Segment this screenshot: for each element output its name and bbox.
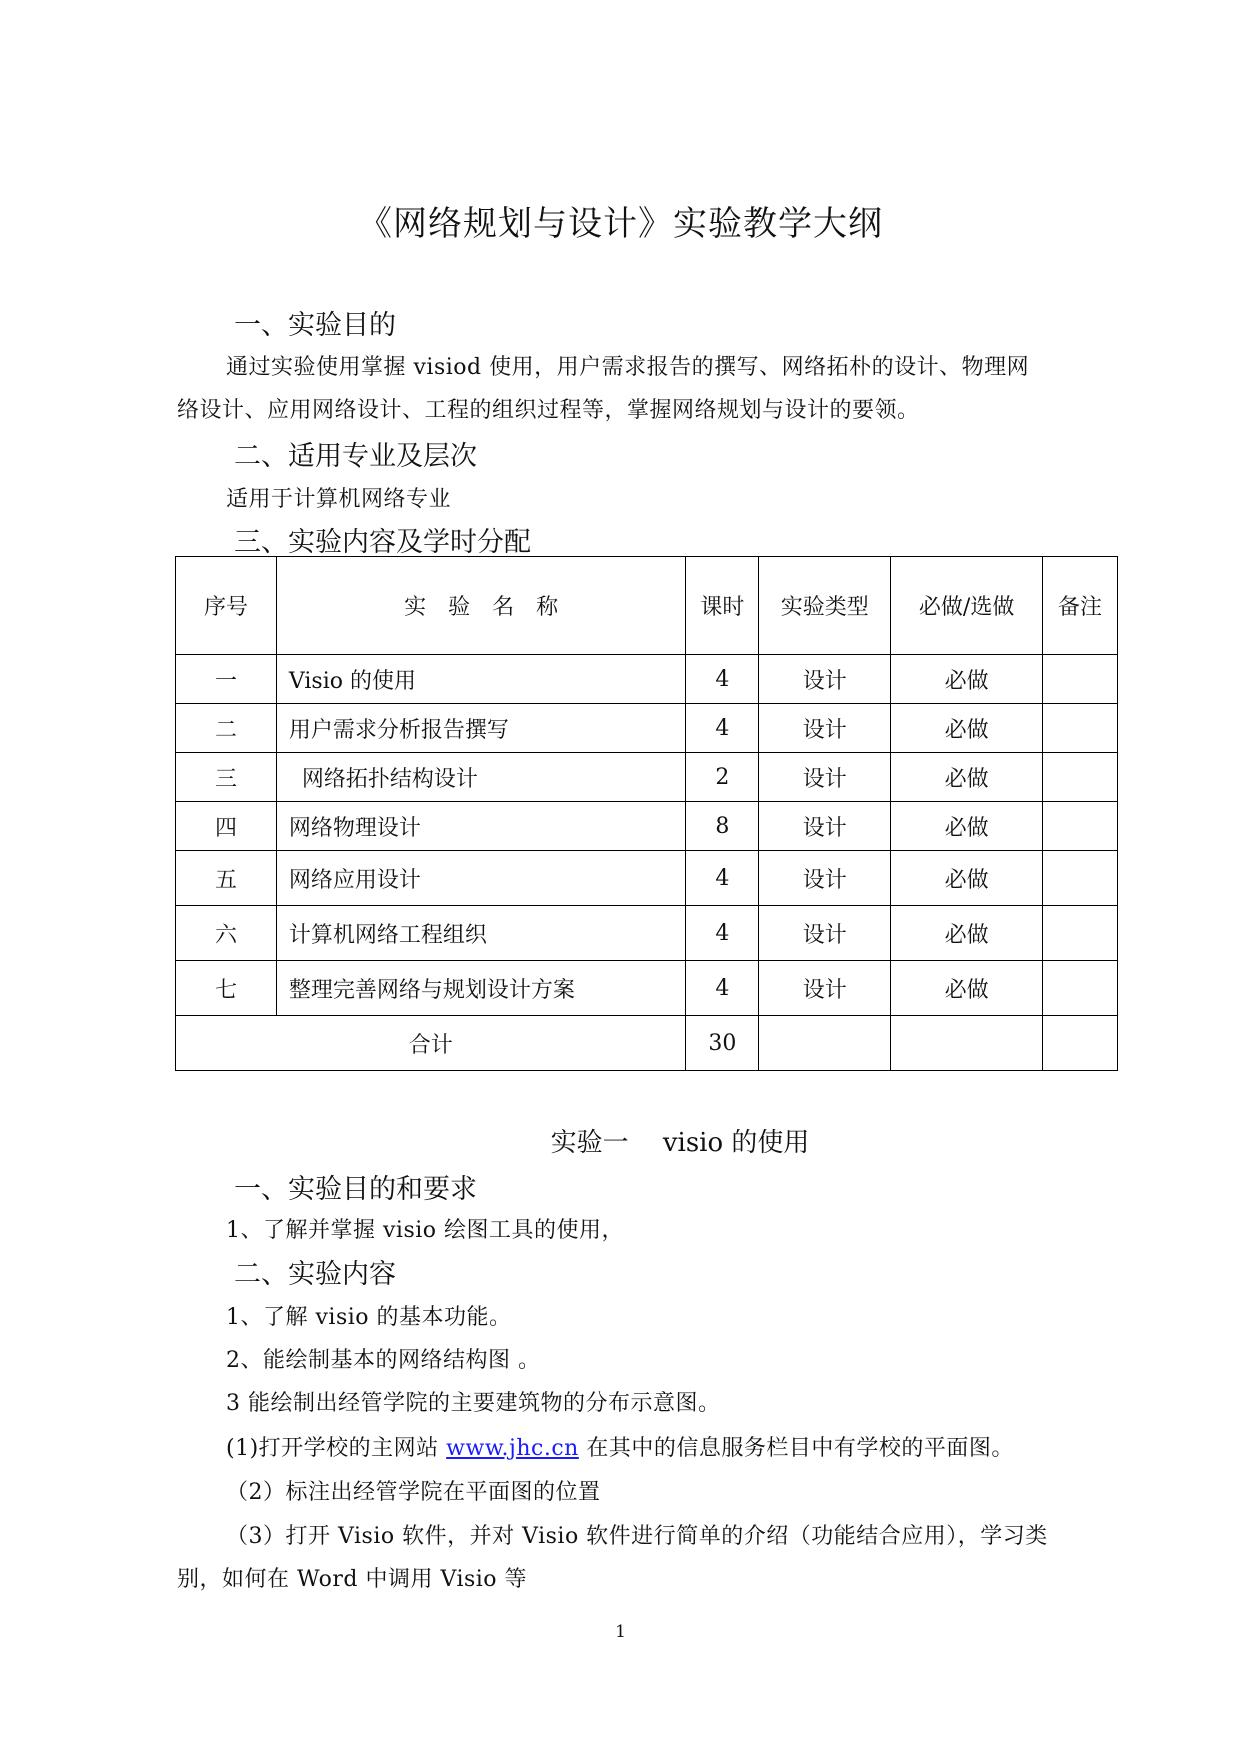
row-required: 必做	[891, 704, 1043, 753]
row-note	[1043, 851, 1118, 906]
row-hours: 4	[686, 655, 759, 704]
table-row	[176, 906, 1118, 961]
row-required: 必做	[891, 802, 1043, 851]
row-no: 二	[176, 704, 277, 753]
row-name: 整理完善网络与规划设计方案	[276, 961, 686, 1016]
table-header-row	[176, 557, 1118, 655]
step-1-text-tail: 在其中的信息服务栏目中有学校的平面图。	[586, 1436, 1014, 1461]
header-no: 序号	[176, 557, 277, 655]
row-name: 网络物理设计	[276, 802, 686, 851]
row-no: 六	[176, 906, 277, 961]
table-row	[176, 655, 1118, 704]
content-item-2: 2、能绘制基本的网络结构图 。	[226, 1348, 541, 1373]
total-note-empty	[1043, 1016, 1118, 1071]
row-name: 网络应用设计	[276, 851, 686, 906]
page-number: 1	[615, 1622, 626, 1642]
experiment-heading-content: 二、实验内容	[234, 1259, 396, 1290]
content-step-3-line-1: （3）打开 Visio 软件，并对 Visio 软件进行简单的介绍（功能结合应用），学习类	[226, 1524, 1048, 1549]
row-hours: 4	[686, 851, 759, 906]
row-name: 用户需求分析报告撰写	[276, 704, 686, 753]
purpose-line-2: 络设计、应用网络设计、工程的组织过程等，掌握网络规划与设计的要领。	[177, 398, 920, 423]
purpose-line-1: 通过实验使用掌握 visiod 使用，用户需求报告的撰写、网络拓朴的设计、物理网	[226, 355, 1030, 380]
row-required: 必做	[891, 655, 1043, 704]
content-step-3-line-2: 别，如何在 Word 中调用 Visio 等	[177, 1567, 528, 1592]
row-type: 设计	[759, 753, 891, 802]
row-note	[1043, 655, 1118, 704]
total-type-empty	[759, 1016, 891, 1071]
row-name: 计算机网络工程组织	[276, 906, 686, 961]
row-no: 四	[176, 802, 277, 851]
allocation-table	[175, 556, 1118, 1071]
section-heading-scope: 二、适用专业及层次	[234, 441, 477, 472]
row-hours: 2	[686, 753, 759, 802]
row-no: 七	[176, 961, 277, 1016]
row-note	[1043, 704, 1118, 753]
table-row	[176, 704, 1118, 753]
row-note	[1043, 906, 1118, 961]
document-title: 《网络规划与设计》实验教学大纲	[358, 204, 883, 244]
section-heading-allocation: 三、实验内容及学时分配	[234, 527, 531, 558]
row-type: 设计	[759, 961, 891, 1016]
content-step-1	[226, 1431, 1014, 1462]
header-name: 实 验 名 称	[276, 557, 686, 655]
row-name: Visio 的使用	[276, 655, 686, 704]
row-hours: 8	[686, 802, 759, 851]
row-no: 五	[176, 851, 277, 906]
row-note	[1043, 802, 1118, 851]
row-required: 必做	[891, 961, 1043, 1016]
row-hours: 4	[686, 961, 759, 1016]
table-row	[176, 753, 1118, 802]
content-step-2: （2）标注出经管学院在平面图的位置	[226, 1480, 601, 1505]
table-row	[176, 802, 1118, 851]
section-heading-purpose: 一、实验目的	[234, 310, 396, 341]
experiment-title: 实验一 visio 的使用	[550, 1128, 810, 1158]
row-no: 一	[176, 655, 277, 704]
header-required: 必做/选做	[891, 557, 1043, 655]
row-type: 设计	[759, 851, 891, 906]
row-required: 必做	[891, 906, 1043, 961]
row-name: 网络拓扑结构设计	[276, 753, 686, 802]
header-hours: 课时	[686, 557, 759, 655]
experiment-heading-goals: 一、实验目的和要求	[234, 1174, 477, 1205]
row-hours: 4	[686, 906, 759, 961]
header-type: 实验类型	[759, 557, 891, 655]
row-type: 设计	[759, 802, 891, 851]
table-total-row	[176, 1016, 1118, 1071]
table-row	[176, 961, 1118, 1016]
content-item-1: 1、了解 visio 的基本功能。	[226, 1305, 512, 1330]
content-item-3: 3 能绘制出经管学院的主要建筑物的分布示意图。	[226, 1391, 721, 1416]
row-note	[1043, 961, 1118, 1016]
row-required: 必做	[891, 851, 1043, 906]
experiment-goal-1: 1、了解并掌握 visio 绘图工具的使用，	[226, 1218, 625, 1243]
school-website-link[interactable]: www.jhc.cn	[446, 1436, 579, 1461]
step-1-text: (1)打开学校的主网站	[226, 1436, 439, 1461]
row-type: 设计	[759, 906, 891, 961]
total-required-empty	[891, 1016, 1043, 1071]
row-no: 三	[176, 753, 277, 802]
table-row	[176, 851, 1118, 906]
header-note: 备注	[1043, 557, 1118, 655]
row-type: 设计	[759, 704, 891, 753]
total-label: 合计	[176, 1016, 686, 1071]
row-type: 设计	[759, 655, 891, 704]
row-hours: 4	[686, 704, 759, 753]
scope-text: 适用于计算机网络专业	[226, 487, 452, 512]
total-hours: 30	[686, 1016, 759, 1071]
row-required: 必做	[891, 753, 1043, 802]
row-note	[1043, 753, 1118, 802]
